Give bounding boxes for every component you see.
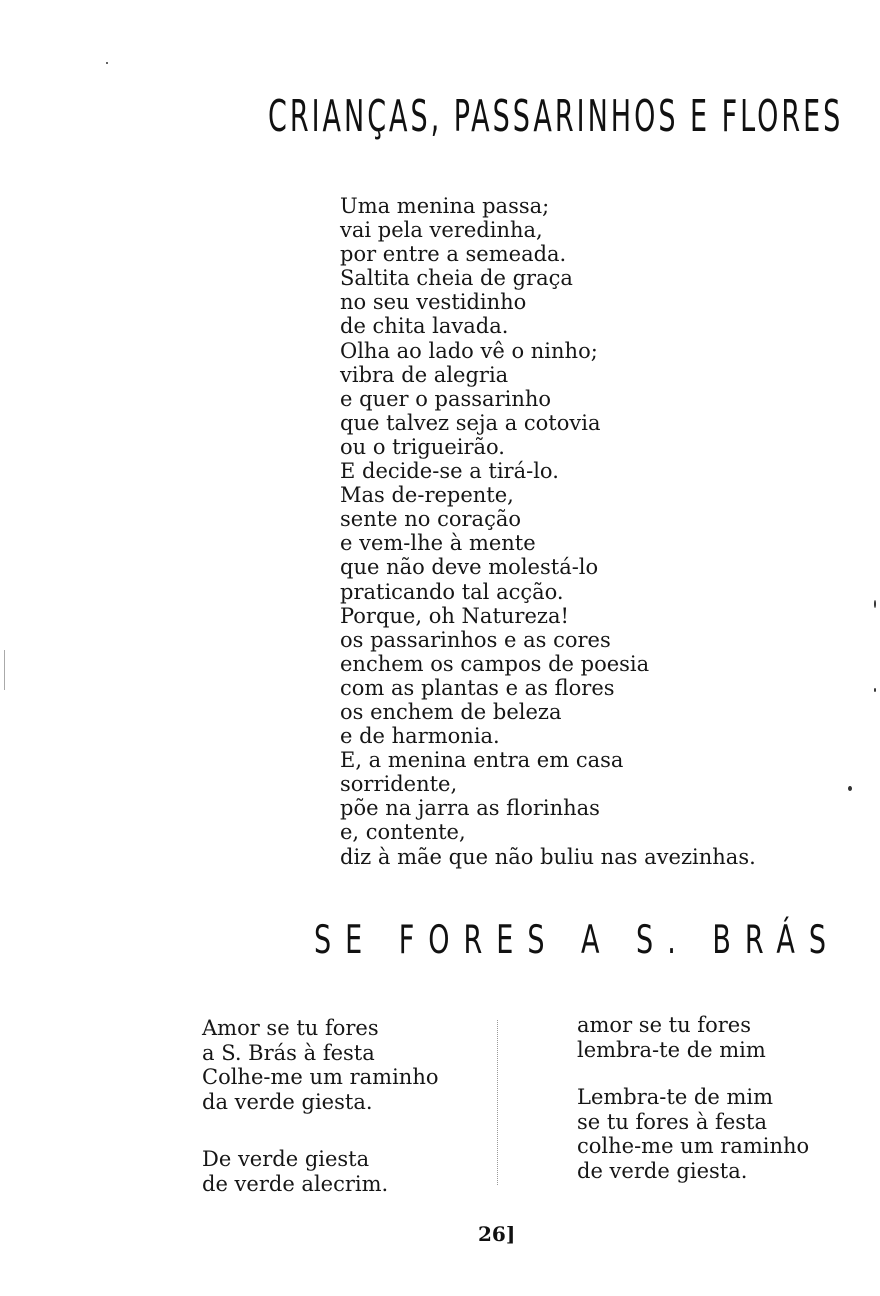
poem-line: sorridente, xyxy=(340,772,458,797)
poem-line: de verde giesta. xyxy=(577,1158,748,1183)
poem-line: e, contente, xyxy=(340,820,466,845)
stanza xyxy=(577,1013,809,1062)
poem-line: por entre a semeada. xyxy=(340,242,567,267)
poem-line: De verde giesta xyxy=(202,1147,370,1172)
poem-line: e vem-lhe à mente xyxy=(340,531,536,556)
poem-line: Olha ao lado vê o ninho; xyxy=(340,338,598,363)
poem-se-fores-right-column xyxy=(577,1013,809,1207)
poem-line: vibra de alegria xyxy=(340,362,509,387)
poem-line: a S. Brás à festa xyxy=(202,1040,375,1065)
poem-line: Amor se tu fores xyxy=(202,1016,379,1040)
poem-line: se tu fores à festa xyxy=(577,1109,767,1134)
poem-line: E decide-se a tirá-lo. xyxy=(340,459,559,484)
stanza xyxy=(577,1085,809,1183)
poem-line: Colhe-me um raminho xyxy=(202,1065,439,1090)
poem-line: amor se tu fores xyxy=(577,1013,751,1037)
print-speck xyxy=(848,786,852,791)
poem-line: ou o trigueirão. xyxy=(340,434,505,459)
poem-line: e quer o passarinho xyxy=(340,386,552,411)
poem-line: vai pela veredinha, xyxy=(340,218,543,243)
poem-title-se-fores: SE FORES A S. BRÁS xyxy=(314,918,840,964)
page-number: 26] xyxy=(478,1222,516,1246)
poem-line: e de harmonia. xyxy=(340,724,500,749)
poem-line: põe na jarra as florinhas xyxy=(340,796,600,821)
poem-criancas-body xyxy=(340,194,756,869)
print-speck xyxy=(106,62,108,64)
print-speck xyxy=(874,688,876,692)
poem-line: E, a menina entra em casa xyxy=(340,748,624,773)
poem-line: Mas de-repente, xyxy=(340,483,514,508)
poem-line: de verde alecrim. xyxy=(202,1171,389,1196)
poem-line: lembra-te de mim xyxy=(577,1037,766,1062)
poem-line: praticando tal acção. xyxy=(340,579,564,604)
stanza xyxy=(202,1016,439,1114)
poem-line: que não deve molestá-lo xyxy=(340,555,599,580)
poem-line: os passarinhos e as cores xyxy=(340,627,611,652)
poem-line: colhe-me um raminho xyxy=(577,1134,810,1159)
poem-line: diz à mãe que não buliu nas avezinhas. xyxy=(340,844,756,869)
poem-se-fores-left-column xyxy=(202,1016,439,1230)
column-divider xyxy=(497,1020,498,1185)
poem-line: com as plantas e as flores xyxy=(340,675,615,700)
poem-line: enchem os campos de poesia xyxy=(340,651,650,676)
poem-line: Uma menina passa; xyxy=(340,194,550,218)
poem-line: da verde giesta. xyxy=(202,1089,373,1114)
poem-line: os enchem de beleza xyxy=(340,699,562,724)
poem-line: no seu vestidinho xyxy=(340,290,527,315)
poem-line: sente no coração xyxy=(340,507,522,532)
poem-line: Saltita cheia de graça xyxy=(340,266,573,291)
print-speck xyxy=(874,600,876,608)
stanza xyxy=(202,1147,439,1196)
poem-line: que talvez seja a cotovia xyxy=(340,410,601,435)
poem-title-criancas: CRIANÇAS, PASSARINHOS E FLORES xyxy=(268,92,844,143)
poem-line: de chita lavada. xyxy=(340,314,509,339)
poem-line: Porque, oh Natureza! xyxy=(340,603,569,628)
poem-line: Lembra-te de mim xyxy=(577,1085,774,1110)
print-speck xyxy=(4,650,5,690)
